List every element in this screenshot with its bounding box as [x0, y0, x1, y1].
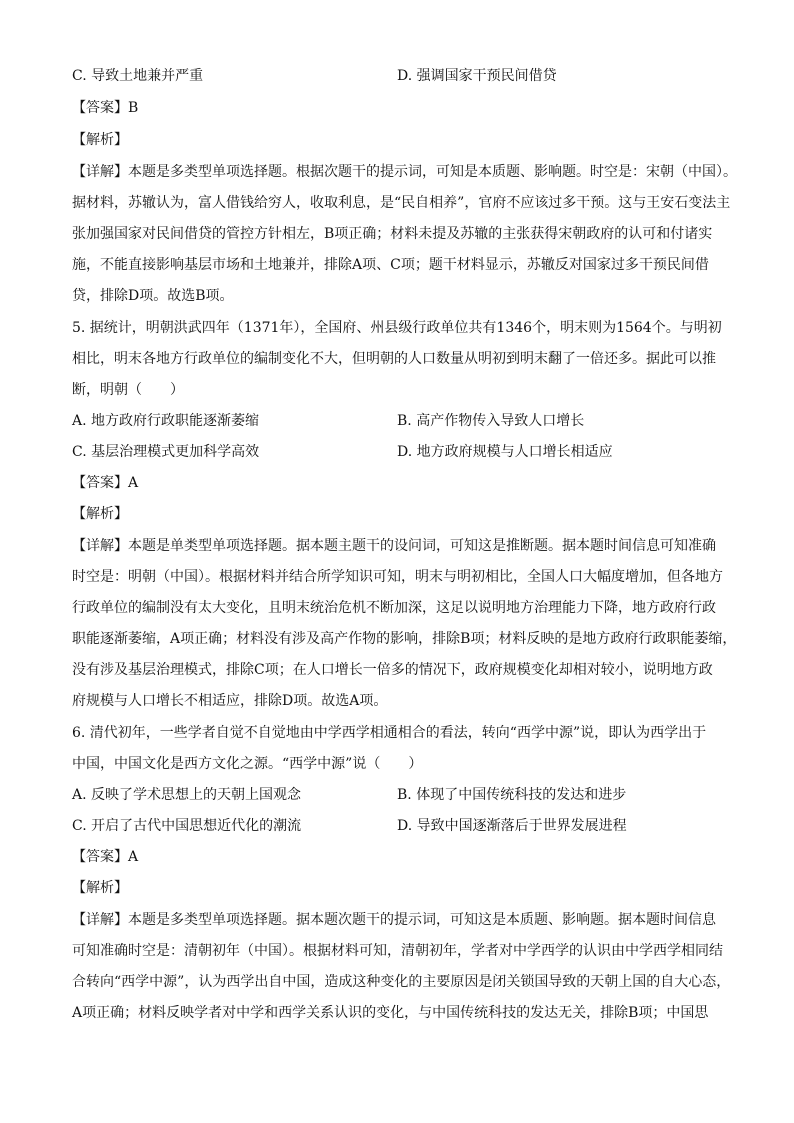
q4-option-c: C. 导致土地兼并严重: [72, 68, 204, 84]
q6-stem-line: 中国，中国文化是西方文化之源。“西学中源”说（ ）: [72, 756, 423, 772]
q5-detail-line: 时空是：明朝（中国）。根据材料并结合所学知识可知，明末与明初相比，全国人口大幅度增加，但各地方: [72, 569, 723, 585]
q5-detail-line: 【详解】本题是单类型单项选择题。据本题主题干的设问词，可知这是推断题。据本题时间信息可知准确: [72, 538, 716, 554]
q6-detail-line: 可知准确时空是：清朝初年（中国）。根据材料可知，清朝初年，学者对中学西学的认识由中学西学相同结: [72, 943, 723, 959]
q6-detail-line: A项正确；材料反映学者对中学和西学关系认识的变化，与中国传统科技的发达无关，排除B项；中国思: [72, 1005, 709, 1021]
q4-detail-line: 据材料，苏辙认为，富人借钱给穷人，收取利息，是“民自相养”，官府不应该过多干预。这与王安石变法主: [72, 195, 731, 211]
q5-option-a: A. 地方政府行政职能逐渐萎缩: [72, 413, 260, 429]
q6-option-d: D. 导致中国逐渐落后于世界发展进程: [397, 818, 627, 834]
q5-stem-line: 断，明朝（ ）: [72, 382, 184, 398]
q5-option-d: D. 地方政府规模与人口增长相适应: [397, 444, 613, 460]
q5-analysis-title: 【解析】: [72, 506, 128, 522]
q5-detail-line: 职能逐渐萎缩，A项正确；材料没有涉及高产作物的影响，排除B项；材料反映的是地方政府行政职能萎缩，: [72, 631, 737, 647]
q6-analysis-title: 【解析】: [72, 880, 128, 896]
q4-detail-line: 施，不能直接影响基层市场和土地兼并，排除A项、C项；题干材料显示，苏辙反对国家过多干预民间借: [72, 257, 709, 273]
q4-analysis-title: 【解析】: [72, 132, 128, 148]
q5-option-b: B. 高产作物传入导致人口增长: [397, 413, 585, 429]
q5-stem-line: 5. 据统计，明朝洪武四年（1371年），全国府、州县级行政单位共有1346个，明末则为1564个。与明初: [72, 320, 722, 336]
q4-answer: 【答案】B: [72, 100, 139, 116]
q4-option-d: D. 强调国家干预民间借贷: [397, 68, 557, 84]
q6-detail-line: 合转向“西学中源”，认为西学出自中国，造成这种变化的主要原因是闭关锁国导致的天朝上国的自大心态，: [72, 974, 731, 990]
q4-detail-line: 张加强国家对民间借贷的管控方针相左，B项正确；材料未提及苏辙的主张获得宋朝政府的认可和付诸实: [72, 226, 713, 242]
q5-detail-line: 没有涉及基层治理模式，排除C项；在人口增长一倍多的情况下，政府规模变化却相对较小，说明地方政: [72, 662, 713, 678]
q5-stem-line: 相比，明末各地方行政单位的编制变化不大，但明朝的人口数量从明初到明末翻了一倍还多。据此可以推: [72, 351, 716, 367]
q6-option-a: A. 反映了学术思想上的天朝上国观念: [72, 787, 302, 803]
q6-stem-line: 6. 清代初年，一些学者自觉不自觉地由中学西学相通相合的看法，转向“西学中源”说，即认为西学出于: [72, 725, 707, 741]
q4-detail-line: 【详解】本题是多类型单项选择题。根据次题干的提示词，可知是本质题、影响题。时空是：宋朝（中国）。: [72, 164, 737, 180]
q5-option-c: C. 基层治理模式更加科学高效: [72, 444, 260, 460]
q6-option-c: C. 开启了古代中国思想近代化的潮流: [72, 818, 302, 834]
q5-answer: 【答案】A: [72, 475, 139, 491]
q6-answer: 【答案】A: [72, 849, 139, 865]
q5-detail-line: 行政单位的编制没有太大变化，且明末统治危机不断加深，这足以说明地方治理能力下降，地方政府行政: [72, 600, 716, 616]
q6-detail-line: 【详解】本题是多类型单项选择题。据本题次题干的提示词，可知这是本质题、影响题。据本题时间信息: [72, 912, 716, 928]
q4-detail-line: 贷，排除D项。故选B项。: [72, 288, 234, 304]
q5-detail-line: 府规模与人口增长不相适应，排除D项。故选A项。: [72, 693, 388, 709]
q6-option-b: B. 体现了中国传统科技的发达和进步: [397, 787, 627, 803]
